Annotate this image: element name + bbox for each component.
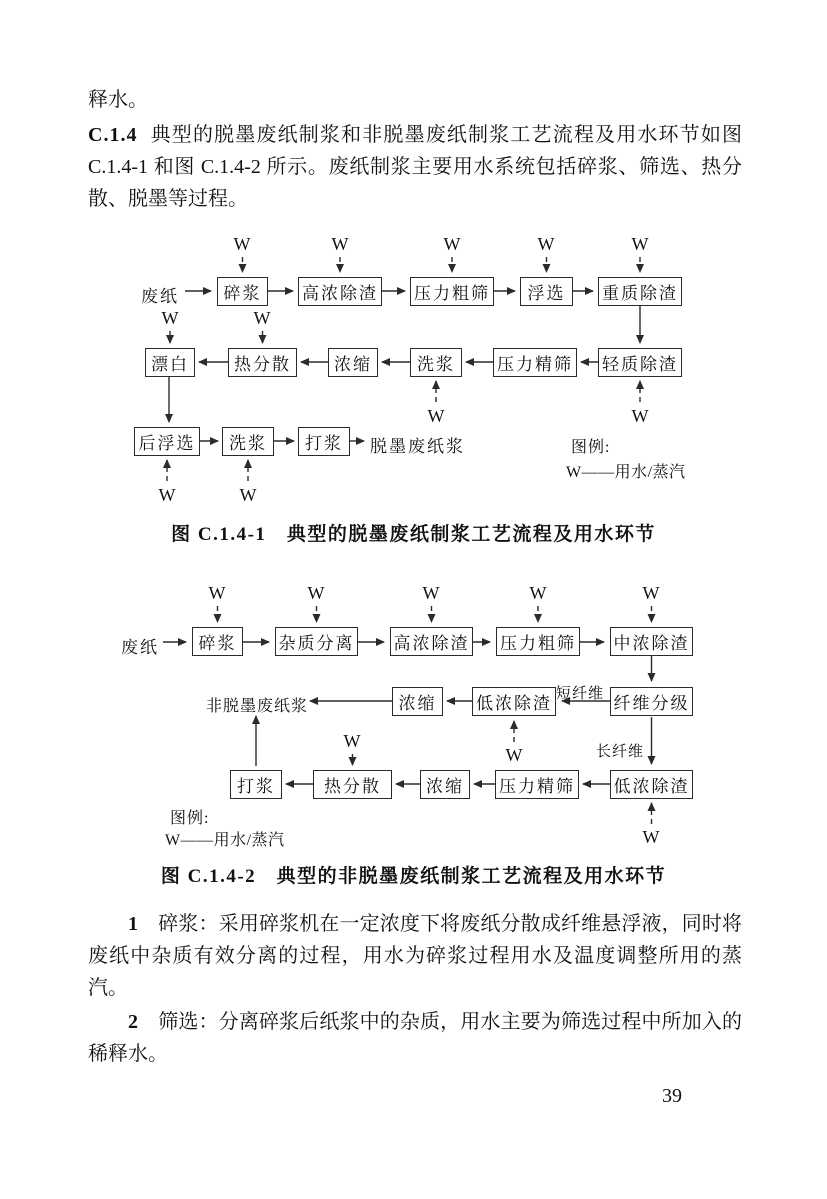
w-water-label: W — [422, 583, 440, 603]
paragraph-number: 2 — [128, 1011, 138, 1033]
paragraph-pulping — [88, 908, 742, 1004]
clause-text: 典型的脱墨废纸制浆和非脱墨废纸制浆工艺流程及用水环节如图 C.1.4-1 和图 C.1.4-2 所示。废纸制浆主要用水系统包括碎浆、筛选、热分散、脱墨等过程。 — [88, 124, 742, 210]
fig1-node-washing-2: 洗浆 — [222, 427, 274, 456]
fig1-node-beating: 打浆 — [298, 427, 350, 456]
w-water-label: W — [631, 406, 649, 426]
fig1-node-flotation: 浮选 — [520, 277, 573, 306]
fig1-node-high-density-cleaner: 高浓除渣 — [298, 277, 382, 306]
fig1-node-thermal-dispersion: 热分散 — [228, 348, 297, 377]
fig2-legend-title: 图例: — [170, 810, 210, 827]
fig1-node-washing: 洗浆 — [410, 348, 462, 377]
w-water-label: W — [239, 485, 257, 505]
fig2-node-thickening-2: 浓缩 — [420, 770, 470, 799]
fig2-short-fiber-label: 短纤维 — [556, 686, 605, 702]
w-water-label: W — [253, 308, 271, 328]
pre-line-text: 释水。 — [88, 89, 148, 111]
fig1-node-heavy-reject-cleaner: 重质除渣 — [598, 277, 682, 306]
fig1-node-light-reject-cleaner: 轻质除渣 — [598, 348, 682, 377]
fig2-caption: 图 C.1.4-2 典型的非脱墨废纸制浆工艺流程及用水环节 — [160, 866, 667, 887]
fig1-node-bleaching: 漂白 — [145, 348, 195, 377]
fig1-output-label: 脱墨废纸浆 — [370, 437, 465, 456]
fig1-legend-item: W——用水/蒸汽 — [566, 464, 686, 481]
fig1-node-thickening: 浓缩 — [328, 348, 378, 377]
w-water-label: W — [631, 234, 649, 254]
w-water-label: W — [443, 234, 461, 254]
w-water-label: W — [233, 234, 251, 254]
w-water-label: W — [343, 731, 361, 751]
fig1-caption: 图 C.1.4-1 典型的脱墨废纸制浆工艺流程及用水环节 — [171, 524, 656, 545]
fig2-long-fiber-label: 长纤维 — [596, 744, 645, 760]
clause-number: C.1.4 — [88, 124, 138, 146]
fig2-node-pressure-fine-screen: 压力精筛 — [495, 770, 579, 799]
fig2-node-impurity-separation: 杂质分离 — [275, 627, 358, 656]
w-water-label: W — [161, 308, 179, 328]
paragraph-text: 筛选：分离碎浆后纸浆中的杂质，用水主要为筛选过程中所加入的稀释水。 — [88, 1011, 743, 1065]
w-water-label: W — [427, 406, 445, 426]
page-number: 39 — [662, 1085, 682, 1107]
fig2-node-high-density-cleaner: 高浓除渣 — [390, 627, 473, 656]
w-water-label: W — [505, 745, 523, 765]
fig2-node-thermal-dispersion: 热分散 — [313, 770, 392, 799]
fig2-output-label: 非脱墨废纸浆 — [206, 698, 309, 715]
fig2-node-low-density-cleaner-2: 低浓除渣 — [610, 770, 693, 799]
w-water-label: W — [208, 583, 226, 603]
fig2-node-medium-density-cleaner: 中浓除渣 — [610, 627, 693, 656]
fig1-legend-title: 图例: — [571, 439, 611, 456]
fig1-node-pulping: 碎浆 — [217, 277, 268, 306]
w-water-label: W — [642, 583, 660, 603]
paragraph-screening — [88, 1006, 742, 1070]
paragraph-number: 1 — [128, 913, 138, 935]
fig1-node-pressure-coarse-screen: 压力粗筛 — [410, 277, 494, 306]
fig2-legend-item: W——用水/蒸汽 — [165, 832, 285, 849]
w-water-label: W — [158, 485, 176, 505]
fig2-node-low-density-cleaner: 低浓除渣 — [472, 687, 556, 716]
fig2-node-pressure-coarse-screen: 压力粗筛 — [496, 627, 580, 656]
fig2-node-beating: 打浆 — [230, 770, 282, 799]
fig1-node-post-flotation: 后浮选 — [134, 427, 200, 456]
fig1-input-label: 废纸 — [141, 287, 179, 306]
fig2-node-pulping: 碎浆 — [192, 627, 243, 656]
w-water-label: W — [537, 234, 555, 254]
fig2-node-thickening: 浓缩 — [392, 687, 443, 716]
fig2-input-label: 废纸 — [121, 638, 159, 657]
w-water-label: W — [642, 827, 660, 847]
w-water-label: W — [529, 583, 547, 603]
w-water-label: W — [307, 583, 325, 603]
fig1-node-pressure-fine-screen: 压力精筛 — [493, 348, 577, 377]
w-water-label: W — [331, 234, 349, 254]
paragraph-text: 碎浆：采用碎浆机在一定浓度下将废纸分散成纤维悬浮液，同时将废纸中杂质有效分离的过程，用水为碎浆过程用水及温度调整所用的蒸汽。 — [88, 913, 743, 999]
fig2-node-fiber-fractionation: 纤维分级 — [610, 687, 693, 716]
definition-paragraphs — [88, 908, 742, 1070]
